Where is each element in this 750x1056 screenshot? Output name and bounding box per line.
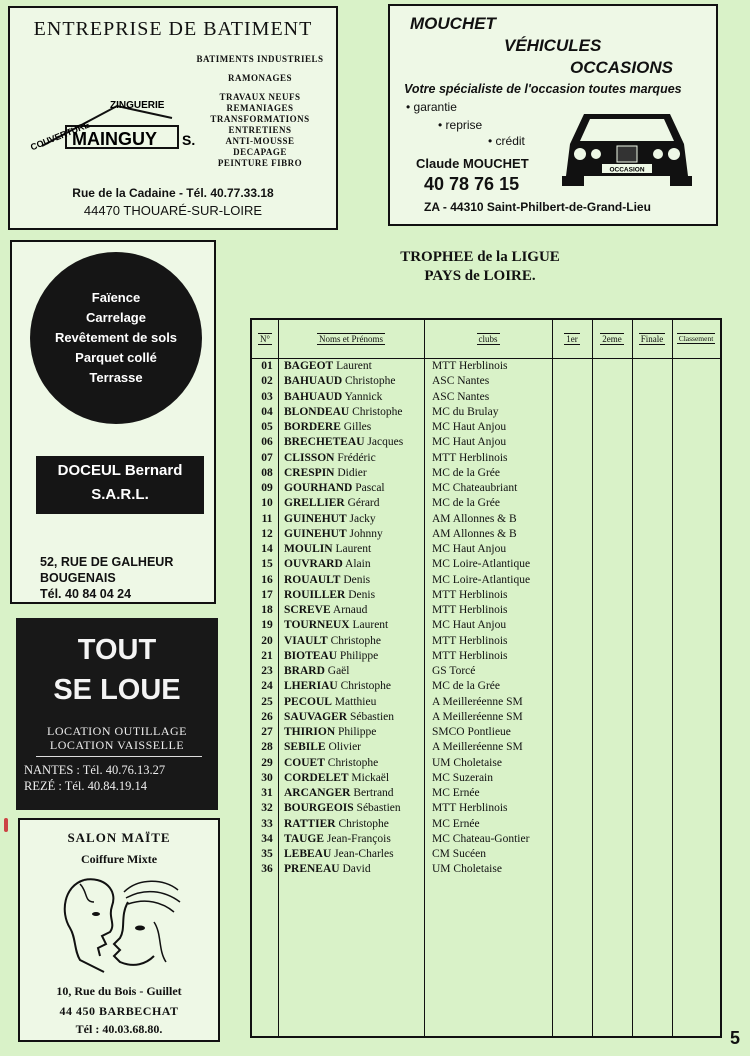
row-club: A Meilleréenne SM [432, 695, 523, 708]
row-number: 16 [261, 573, 273, 586]
table-row [252, 482, 720, 497]
row-last-name: BRECHETEAU [284, 436, 365, 449]
logo-suffix: S. [182, 132, 196, 148]
table-row [252, 818, 720, 833]
mouchet-bullet: • reprise [438, 118, 483, 132]
loue-services [18, 724, 216, 752]
row-number: 14 [261, 543, 273, 555]
loue-tel2: REZÉ : Tél. 40.84.19.14 [24, 779, 148, 793]
row-club: MC Haut Anjou [432, 543, 507, 555]
mouchet-bullet: • garantie [406, 100, 457, 114]
row-last-name: BAGEOT [284, 360, 334, 372]
row-name [284, 787, 394, 799]
mouchet-line3: OCCASIONS [570, 58, 673, 77]
row-last-name: BAHUAUD [284, 375, 343, 388]
car-icon [562, 106, 692, 188]
row-name [284, 406, 403, 418]
row-number: 12 [261, 527, 273, 540]
row-first-name: Philippe [339, 649, 379, 662]
row-name [284, 696, 376, 708]
heading-line2: PAYS de LOIRE. [424, 268, 536, 284]
mouchet-zone: ZA - 44310 Saint-Philbert-de-Grand-Lieu [424, 200, 651, 214]
row-last-name: THIRION [284, 726, 336, 738]
row-last-name: VIAULT [284, 634, 328, 647]
doceul-service: Terrasse [89, 370, 143, 385]
logo-name: MAINGUY [72, 129, 157, 149]
row-number: 30 [261, 771, 273, 784]
row-first-name: Christophe [345, 375, 396, 388]
row-first-name: Gaël [327, 665, 350, 677]
row-last-name: SCREVE [284, 604, 331, 616]
row-first-name: Sébastien [349, 710, 395, 723]
service-item: TRAVAUX NEUFS [219, 92, 301, 102]
row-first-name: Bertrand [353, 787, 394, 799]
salon-tel: Tél : 40.03.68.80. [75, 1022, 163, 1036]
logo-word2: ZINGUERIE [110, 100, 165, 111]
row-first-name: Christophe [340, 680, 392, 693]
row-number: 17 [261, 588, 273, 601]
service-item: REMANIAGES [226, 103, 294, 113]
row-club: MC Suzerain [432, 771, 494, 784]
row-last-name: BOURGEOIS [284, 802, 354, 815]
salon-city: 44 450 BARBECHAT [59, 1004, 179, 1018]
row-club: AM Allonnes & B [432, 527, 517, 540]
ad-batiment-address: Rue de la Cadaine - Tél. 40.77.33.18 [72, 186, 274, 200]
ad-salon-maite [18, 818, 220, 1042]
row-last-name: GRELLIER [284, 497, 345, 510]
row-name [284, 513, 376, 525]
salon-subtitle: Coiffure Mixte [80, 852, 158, 866]
ad-doceul [10, 240, 216, 604]
row-club: ASC Nantes [432, 375, 490, 388]
row-name [284, 421, 371, 433]
table-row [252, 848, 720, 863]
row-club: AM Allonnes & B [432, 512, 517, 525]
service-item: BATIMENTS INDUSTRIELS [196, 54, 324, 64]
doceul-name-block [36, 456, 204, 514]
row-first-name: Laurent [352, 619, 389, 632]
row-last-name: BIOTEAU [284, 649, 338, 662]
row-name [284, 467, 367, 479]
row-number: 19 [261, 619, 273, 632]
row-name [284, 726, 376, 738]
header-first: 1er [566, 334, 578, 344]
row-last-name: TOURNEUX [284, 619, 350, 632]
row-last-name: GUINEHUT [284, 527, 347, 540]
table-row [252, 802, 720, 817]
row-number: 21 [261, 649, 273, 662]
header-rule [252, 358, 720, 359]
row-last-name: CRESPIN [284, 466, 335, 479]
header-club: clubs [478, 334, 498, 344]
table-row [252, 406, 720, 421]
ad-batiment-title: ENTREPRISE DE BATIMENT [33, 18, 313, 40]
row-number: 11 [261, 512, 273, 525]
row-first-name: Olivier [328, 741, 362, 754]
mouchet-name: Claude MOUCHET [416, 156, 529, 171]
loue-tel1: NANTES : Tél. 40.76.13.27 [24, 763, 166, 777]
service-item: DECAPAGE [233, 147, 287, 157]
table-row [252, 635, 720, 650]
row-club: MC de la Grée [432, 497, 501, 510]
row-club: GS Torcé [432, 665, 476, 677]
row-number: 08 [261, 466, 273, 479]
row-first-name: Christophe [338, 817, 389, 830]
loue-loc1: LOCATION OUTILLAGE [47, 724, 187, 738]
ad-mouchet [388, 4, 718, 226]
row-number: 15 [261, 558, 273, 571]
table-row [252, 467, 720, 482]
row-name [284, 436, 403, 448]
row-first-name: Christophe [327, 756, 379, 769]
row-club: MC Ernée [432, 817, 480, 830]
row-number: 34 [261, 832, 273, 845]
doceul-service: Faïence [91, 290, 141, 305]
doceul-address2: BOUGENAIS [40, 571, 116, 585]
row-number: 07 [261, 451, 273, 464]
row-number: 05 [261, 421, 273, 433]
mouchet-bullet: • crédit [488, 134, 525, 148]
mainguy-logo [22, 94, 212, 154]
table-row [252, 360, 720, 375]
ad-tout-se-loue [16, 618, 218, 810]
row-last-name: ROUILLER [284, 588, 346, 601]
row-club: MC Loire-Atlantique [432, 573, 531, 586]
doceul-company: S.A.R.L. [91, 486, 149, 503]
table-row [252, 589, 720, 604]
row-first-name: Christophe [330, 634, 382, 647]
row-first-name: Pascal [355, 482, 385, 494]
row-first-name: Didier [337, 466, 367, 479]
row-last-name: OUVRARD [284, 558, 343, 571]
row-name [284, 360, 372, 372]
row-last-name: CLISSON [284, 451, 335, 464]
service-item: ANTI-MOUSSE [225, 136, 295, 146]
table-row [252, 680, 720, 695]
row-first-name: Frédéric [337, 451, 376, 464]
row-number: 28 [261, 741, 273, 754]
row-last-name: SEBILE [284, 741, 326, 754]
row-last-name: BRARD [284, 665, 325, 677]
row-first-name: Philippe [338, 726, 377, 738]
row-name [284, 497, 380, 509]
row-club: MC de la Grée [432, 466, 501, 479]
table-row [252, 665, 720, 680]
loue-loc2: LOCATION VAISSELLE [49, 738, 185, 752]
table-row [252, 696, 720, 711]
service-item: RAMONAGES [227, 73, 292, 83]
row-first-name: Alain [345, 558, 371, 571]
row-last-name: LHERIAU [284, 680, 338, 693]
row-first-name: Jacky [349, 512, 376, 525]
mouchet-line1: MOUCHET [410, 14, 496, 33]
row-number: 35 [261, 848, 273, 860]
page-number: 5 [730, 1028, 741, 1048]
row-club: MC Loire-Atlantique [432, 558, 531, 571]
loue-line1: TOUT [77, 634, 157, 666]
table-row [252, 497, 720, 512]
header-final: Finale [640, 334, 664, 344]
row-name [284, 818, 389, 830]
row-name [284, 574, 370, 586]
row-first-name: Arnaud [332, 604, 368, 616]
row-name [284, 558, 371, 570]
row-club: MC Ernée [432, 787, 480, 799]
row-last-name: BAHUAUD [284, 390, 343, 403]
row-last-name: GOURHAND [284, 482, 353, 494]
row-last-name: BORDERE [284, 421, 341, 433]
row-first-name: Denis [348, 588, 376, 601]
row-number: 23 [261, 665, 273, 677]
row-first-name: Jacques [367, 436, 404, 449]
row-club: UM Choletaise [432, 756, 502, 769]
row-club: MC Haut Anjou [432, 421, 507, 433]
table-row [252, 711, 720, 726]
row-name [284, 452, 376, 464]
table-row [252, 421, 720, 436]
row-number: 04 [261, 405, 273, 418]
table-body [252, 360, 720, 879]
row-first-name: Denis [343, 573, 371, 586]
table-row [252, 391, 720, 406]
table-row [252, 513, 720, 528]
row-club: MTT Herblinois [432, 451, 508, 464]
row-club: MTT Herblinois [432, 802, 508, 815]
row-name [284, 604, 367, 616]
table-row [252, 604, 720, 619]
row-name [284, 863, 371, 875]
row-club: A Meilleréenne SM [432, 741, 523, 754]
row-last-name: RATTIER [284, 817, 336, 830]
row-name [284, 802, 401, 814]
table-row [252, 757, 720, 772]
row-club: MC Chateau-Gontier [432, 832, 530, 845]
row-first-name: Gérard [347, 497, 380, 510]
row-first-name: Matthieu [334, 695, 377, 708]
row-club: MC Chateaubriant [432, 482, 518, 494]
row-last-name: SAUVAGER [284, 710, 348, 723]
row-last-name: CORDELET [284, 771, 349, 784]
row-number: 24 [261, 680, 273, 693]
row-first-name: Gilles [343, 421, 372, 433]
row-last-name: MOULIN [284, 543, 333, 555]
loue-line2: SE LOUE [53, 674, 181, 706]
row-name [284, 833, 391, 845]
row-name [284, 757, 378, 769]
row-number: 32 [261, 802, 273, 815]
margin-mark [4, 818, 8, 832]
doceul-address1: 52, RUE DE GALHEUR [40, 555, 174, 569]
row-last-name: ROUAULT [284, 573, 341, 586]
table-row [252, 375, 720, 390]
row-first-name: Jean-Charles [334, 848, 394, 860]
row-name [284, 741, 361, 753]
service-item: PEINTURE FIBRO [217, 158, 303, 168]
row-last-name: LEBEAU [284, 848, 332, 860]
row-club: MC Haut Anjou [432, 619, 507, 632]
row-club: MC du Brulay [432, 405, 499, 418]
row-club: MTT Herblinois [432, 604, 508, 616]
row-number: 02 [261, 375, 273, 388]
row-number: 36 [261, 863, 273, 876]
table-row [252, 741, 720, 756]
salon-address: 10, Rue du Bois - Guillet [56, 984, 182, 998]
doceul-service: Carrelage [86, 310, 146, 325]
row-name [284, 650, 378, 662]
results-table [250, 318, 722, 1038]
row-first-name: David [342, 863, 371, 876]
table-row [252, 543, 720, 558]
loue-title [18, 630, 216, 710]
car-plate: OCCASION [609, 166, 645, 174]
table-row [252, 436, 720, 451]
row-club: A Meilleréenne SM [432, 710, 523, 723]
doceul-tel: Tél. 40 84 04 24 [40, 587, 132, 601]
table-row [252, 833, 720, 848]
table-row [252, 772, 720, 787]
row-name [284, 665, 349, 677]
row-number: 27 [261, 726, 273, 738]
row-name [284, 589, 375, 601]
row-last-name: COUET [284, 756, 325, 769]
row-name [284, 848, 394, 860]
row-club: MTT Herblinois [432, 588, 508, 601]
salon-title: SALON MAÏTE [67, 830, 171, 845]
loue-divider [36, 756, 202, 757]
row-number: 33 [261, 817, 273, 830]
table-row [252, 574, 720, 589]
row-first-name: Sébastien [356, 802, 401, 815]
row-number: 06 [261, 436, 273, 449]
table-row [252, 558, 720, 573]
ad-batiment [8, 6, 338, 230]
service-item: TRANSFORMATIONS [210, 114, 310, 124]
logo-word1: COUVERTURE [28, 119, 92, 153]
row-first-name: Christophe [352, 405, 403, 418]
row-last-name: TAUGE [284, 832, 325, 845]
row-number: 31 [261, 787, 273, 799]
row-number: 26 [261, 710, 273, 723]
doceul-service: Revêtement de sols [54, 330, 178, 345]
row-club: MTT Herblinois [432, 360, 508, 372]
row-name [284, 528, 383, 540]
row-club: SMCO Pontlieue [432, 726, 511, 738]
row-club: MTT Herblinois [432, 649, 508, 662]
row-first-name: Laurent [335, 543, 372, 555]
doceul-name: DOCEUL Bernard [57, 462, 183, 479]
row-club: MC de la Grée [432, 680, 501, 693]
ad-batiment-city: 44470 THOUARÉ-SUR-LOIRE [83, 203, 263, 218]
row-club: MTT Herblinois [432, 634, 508, 647]
header-number: N° [259, 334, 271, 344]
header-name: Noms et Prénoms [319, 334, 383, 344]
trophy-heading [330, 248, 630, 286]
faces-illustration [54, 872, 184, 980]
table-row [252, 863, 720, 878]
row-first-name: Jean-François [326, 832, 391, 845]
row-last-name: GUINEHUT [284, 512, 347, 525]
row-number: 18 [261, 604, 273, 616]
row-number: 03 [261, 390, 273, 403]
service-item: ENTRETIENS [228, 125, 292, 135]
row-name [284, 391, 382, 403]
row-last-name: PRENEAU [284, 863, 340, 876]
row-number: 25 [261, 695, 273, 708]
row-number: 09 [261, 482, 273, 494]
row-last-name: BLONDEAU [284, 405, 350, 418]
row-name [284, 375, 396, 387]
doceul-service: Parquet collé [75, 350, 157, 365]
doceul-services [30, 288, 202, 388]
row-name [284, 680, 391, 692]
heading-line1: TROPHEE de la LIGUE [400, 249, 560, 265]
table-row [252, 528, 720, 543]
table-row [252, 619, 720, 634]
row-first-name: Johnny [349, 527, 383, 540]
doceul-address [40, 554, 173, 602]
row-number: 20 [261, 634, 273, 647]
header-second: 2eme [602, 334, 622, 344]
row-name [284, 772, 389, 784]
row-last-name: ARCANGER [284, 787, 351, 799]
table-row [252, 787, 720, 802]
table-row [252, 726, 720, 741]
row-name [284, 619, 388, 631]
row-name [284, 711, 394, 723]
row-club: UM Choletaise [432, 863, 502, 876]
header-ranking: Classement [678, 334, 714, 343]
row-first-name: Mickaël [351, 771, 390, 784]
row-club: ASC Nantes [432, 390, 490, 403]
mouchet-slogan: Votre spécialiste de l'occasion toutes marques [404, 82, 682, 96]
row-club: CM Sucéen [432, 848, 486, 860]
row-club: MC Haut Anjou [432, 436, 507, 449]
row-number: 29 [261, 756, 273, 769]
row-name [284, 482, 385, 494]
row-name [284, 543, 371, 555]
row-last-name: PECOUL [284, 695, 332, 708]
mouchet-line2: VÉHICULES [504, 36, 602, 55]
table-row [252, 650, 720, 665]
mouchet-tel: 40 78 76 15 [424, 174, 520, 194]
table-row [252, 452, 720, 467]
row-number: 10 [261, 497, 273, 510]
loue-tels [24, 762, 212, 794]
row-first-name: Laurent [336, 360, 372, 372]
row-name [284, 635, 381, 647]
row-first-name: Yannick [344, 390, 383, 403]
row-number: 01 [261, 360, 273, 372]
